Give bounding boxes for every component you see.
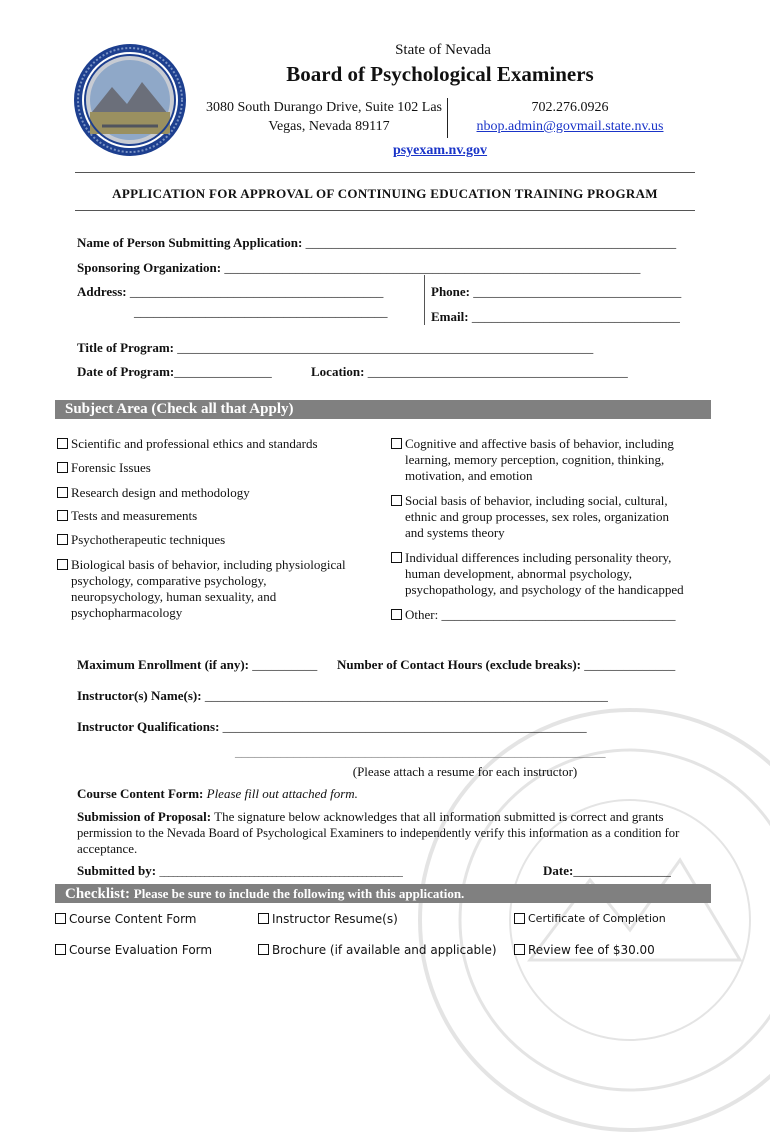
- checkbox[interactable]: [57, 462, 68, 473]
- sponsoring-org-field[interactable]: Sponsoring Organization: ________________________________________________________________: [77, 260, 641, 275]
- checkbox[interactable]: [258, 944, 269, 955]
- instructor-qualifications-field[interactable]: Instructor Qualifications: ________________________________________________________: [77, 719, 587, 734]
- nevada-seal-logo: [72, 42, 188, 158]
- checkbox[interactable]: [391, 609, 402, 620]
- address-field-line2[interactable]: _______________________________________: [134, 304, 388, 319]
- divider-top: [75, 172, 695, 173]
- subject-checkbox[interactable]: Forensic Issues: [57, 460, 377, 476]
- applicant-name-field[interactable]: Name of Person Submitting Application: _________________________________________________________: [77, 235, 677, 250]
- divider-bottom: [75, 210, 695, 211]
- subject-checkbox[interactable]: Cognitive and affective basis of behavior, including learning, memory perception, cognition, thinking, motivation, and emotion: [391, 436, 711, 484]
- form-title: APPLICATION FOR APPROVAL OF CONTINUING EDUCATION TRAINING PROGRAM: [112, 186, 658, 201]
- address-divider: [424, 275, 425, 325]
- checkbox[interactable]: [57, 510, 68, 521]
- submission-date-field[interactable]: Date:_______________: [543, 863, 671, 878]
- max-enrollment-field[interactable]: Maximum Enrollment (if any): __________: [77, 657, 318, 672]
- contact-hours-field[interactable]: Number of Contact Hours (exclude breaks): ______________: [337, 657, 676, 672]
- checklist-course-evaluation[interactable]: Course Evaluation Form: [55, 942, 255, 958]
- checkbox[interactable]: [57, 487, 68, 498]
- checklist-brochure[interactable]: Brochure (if available and applicable): [258, 942, 513, 958]
- subject-checkbox[interactable]: Tests and measurements: [57, 508, 377, 524]
- checkbox[interactable]: [514, 913, 525, 924]
- phone-field[interactable]: Phone: ________________________________: [431, 284, 682, 299]
- program-title-field[interactable]: Title of Program: ________________________________________________________________: [77, 340, 594, 355]
- address-field[interactable]: Address: _______________________________________: [77, 284, 384, 299]
- checkbox[interactable]: [57, 559, 68, 570]
- board-website-link[interactable]: psyexam.nv.gov: [392, 143, 488, 158]
- program-date-field[interactable]: Date of Program:_______________: [77, 364, 272, 379]
- checklist-instructor-resume[interactable]: Instructor Resume(s): [258, 911, 508, 927]
- subject-area-heading: Subject Area (Check all that Apply): [55, 400, 711, 419]
- board-email-link[interactable]: nbop.admin@govmail.state.nv.us: [476, 119, 664, 134]
- checkbox[interactable]: [57, 438, 68, 449]
- board-name: Board of Psychological Examiners: [286, 62, 594, 86]
- subject-checkbox[interactable]: Individual differences including personality theory, human development, abnormal psychology, psychopathology, and psychology of the handicapped: [391, 550, 711, 598]
- state-name: State of Nevada: [395, 42, 491, 58]
- checkbox[interactable]: [514, 944, 525, 955]
- subject-checkbox[interactable]: Scientific and professional ethics and standards: [57, 436, 377, 452]
- board-address: 3080 South Durango Drive, Suite 102 Las Vegas, Nevada 89117: [205, 100, 442, 134]
- checkbox[interactable]: [55, 944, 66, 955]
- email-field[interactable]: Email: ________________________________: [431, 309, 680, 324]
- contact-block: [455, 98, 685, 136]
- subject-other-checkbox[interactable]: Other: ____________________________________: [391, 607, 711, 623]
- checklist-certificate[interactable]: Certificate of Completion: [514, 911, 714, 927]
- subject-checkbox[interactable]: Biological basis of behavior, including physiological psychology, comparative psychology, neuropsychology, human sexuality, and psychopharmacology: [57, 557, 377, 621]
- checklist-heading: Checklist: Please be sure to include the following with this application.: [55, 884, 711, 903]
- header-divider: [447, 98, 448, 138]
- course-content-note: Course Content Form: Please fill out attached form.: [77, 786, 358, 801]
- board-phone: 702.276.0926: [531, 100, 609, 115]
- submitted-by-field[interactable]: Submitted by: ______________________________________________________: [77, 863, 403, 878]
- submission-statement: Submission of Proposal: The signature below acknowledges that all information submitted is correct and grants permission to the Nevada Board of Psychological Examiners to independently verify this information as a condition for acceptance.: [77, 809, 680, 856]
- checklist-course-content[interactable]: Course Content Form: [55, 911, 255, 927]
- location-field[interactable]: Location: ________________________________________: [311, 364, 628, 379]
- checkbox[interactable]: [57, 534, 68, 545]
- checkbox[interactable]: [258, 913, 269, 924]
- checkbox[interactable]: [391, 495, 402, 506]
- checkbox[interactable]: [55, 913, 66, 924]
- instructor-names-field[interactable]: Instructor(s) Name(s): ______________________________________________________________: [77, 688, 608, 703]
- checkbox[interactable]: [391, 438, 402, 449]
- instructor-qualifications-line2[interactable]: _________________________________________________________: [235, 744, 606, 759]
- subject-checkbox[interactable]: Social basis of behavior, including social, cultural, ethnic and group processes, sex roles, organization and systems theory: [391, 493, 711, 541]
- subject-checkbox[interactable]: Research design and methodology: [57, 485, 377, 501]
- resume-note: (Please attach a resume for each instructor): [352, 764, 578, 779]
- checkbox[interactable]: [391, 552, 402, 563]
- checklist-review-fee[interactable]: Review fee of $30.00: [514, 942, 714, 958]
- subject-checkbox[interactable]: Psychotherapeutic techniques: [57, 532, 377, 548]
